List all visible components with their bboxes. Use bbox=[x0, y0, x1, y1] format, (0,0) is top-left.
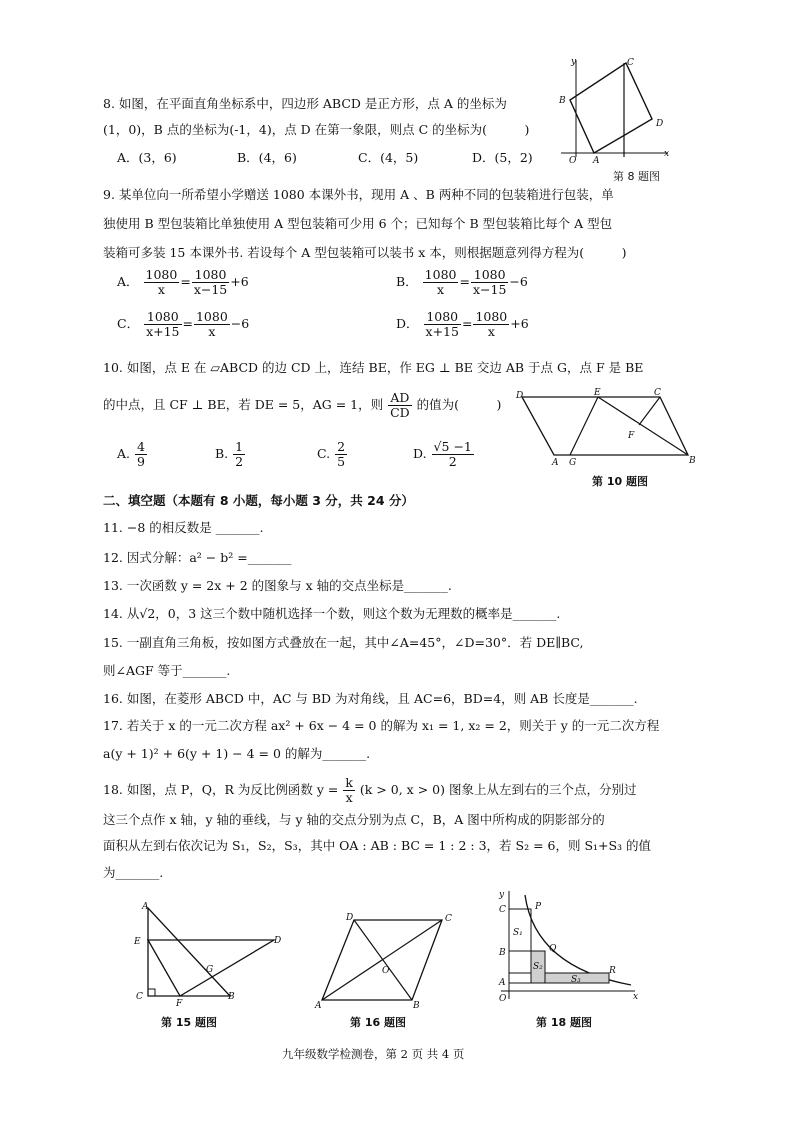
q16-fig-label-d: D bbox=[346, 913, 354, 923]
q18-fig-label-a: A bbox=[499, 978, 506, 988]
q10-line1: 10. 如图，点 E 在 ▱ABCD 的边 CD 上，连结 BE，作 EG ⊥ BE 交边 AB 于点 G，点 F 是 BE bbox=[103, 360, 644, 375]
q8-fig-label-c: C bbox=[627, 58, 634, 68]
q18-fig-label-r: R bbox=[609, 966, 616, 976]
q16-fig-label-b: B bbox=[413, 1001, 420, 1010]
q16-fig-label-o: O bbox=[382, 966, 390, 976]
q9-line3: 装箱可多装 15 本课外书. 若设每个 A 型包装箱可以装书 x 本，则根据题意列得方程为( ) bbox=[103, 245, 627, 260]
q15-line1: 15. 一副直角三角板，按如图方式叠放在一起，其中∠A=45°，∠D=30°．若 DE∥BC, bbox=[103, 635, 584, 650]
q18-fig-label-o: O bbox=[499, 994, 507, 1004]
q8-fig-label-b: B bbox=[559, 96, 566, 106]
q9-line2: 独使用 B 型包装箱比单独使用 A 型包装箱可少用 6 个；已知每个 B 型包装箱比每个 A 型包 bbox=[103, 216, 613, 231]
q18-line2: 这三个点作 x 轴，y 轴的垂线，与 y 轴的交点分别为点 C，B，A 图中所构成的阴影部分的 bbox=[103, 812, 605, 827]
q9-line1: 9. 某单位向一所希望小学赠送 1080 本课外书，现用 A 、B 两种不同的包装箱进行包装，单 bbox=[103, 187, 614, 202]
q8-option-a: A．(3，6) bbox=[117, 150, 177, 165]
q8-fig-label-y: y bbox=[571, 57, 577, 67]
q10-figure bbox=[510, 387, 700, 467]
q18-fig-label-p: P bbox=[535, 902, 542, 912]
q8-line2: (1，0)，B 点的坐标为(-1，4)，点 D 在第一象限，则点 C 的坐标为( ) bbox=[103, 122, 530, 137]
page-footer: 九年级数学检测卷，第 2 页 共 4 页 bbox=[282, 1047, 465, 1061]
q8-fig-label-o: O bbox=[569, 156, 577, 166]
q18-fig-label-c: C bbox=[499, 905, 506, 915]
q8-line1: 8. 如图，在平面直角坐标系中，四边形 ABCD 是正方形，点 A 的坐标为 bbox=[103, 96, 507, 111]
q15-line2: 则∠AGF 等于_______. bbox=[103, 663, 231, 678]
q9-option-c: C． $\frac{1080}{x+15}$ = $\frac{1080}{x}$ −6 bbox=[117, 309, 250, 339]
q18-fig-label-b: B bbox=[499, 948, 506, 958]
q10-fig-label-c: C bbox=[654, 388, 661, 398]
q13: 13. 一次函数 y = 2x + 2 的图象与 x 轴的交点坐标是_______. bbox=[103, 578, 452, 593]
q18-fig-label-s2: S₂ bbox=[533, 962, 543, 972]
q18-fig-label-q: Q bbox=[549, 944, 557, 954]
q10-option-a: A. $\frac{4}{9}$ bbox=[117, 439, 145, 469]
q8-figure bbox=[556, 55, 676, 170]
q16-figure-caption: 第 16 题图 bbox=[350, 1016, 406, 1029]
q10-line2: 的中点，且 CF ⊥ BE，若 DE = 5，AG = 1，则 $\frac{AD}{CD}$ 的值为( ) bbox=[103, 390, 502, 420]
q18-line4: 为_______. bbox=[103, 865, 164, 880]
q16: 16. 如图，在菱形 ABCD 中，AC 与 BD 为对角线，且 AC=6，BD=4，则 AB 长度是_______. bbox=[103, 691, 638, 706]
q10-fig-label-d: D bbox=[516, 391, 524, 401]
q15-fig-label-a: A bbox=[142, 902, 149, 912]
q10-option-c: C. $\frac{2}{5}$ bbox=[317, 439, 346, 469]
q8-fig-label-d: D bbox=[656, 119, 664, 129]
q14: 14. 从√2，0，3 这三个数中随机选择一个数，则这个数为无理数的概率是_______. bbox=[103, 606, 561, 621]
q8-fig-label-x: x bbox=[664, 149, 670, 159]
q15-figure bbox=[130, 900, 290, 1010]
q15-fig-label-e: E bbox=[134, 937, 141, 947]
q9-option-d: D． $\frac{1080}{x+15}$ = $\frac{1080}{x}$ +6 bbox=[396, 309, 529, 339]
q15-figure-caption: 第 15 题图 bbox=[161, 1016, 217, 1029]
q18-fig-label-x: x bbox=[633, 992, 639, 1002]
q15-fig-label-g: G bbox=[206, 965, 214, 975]
q8-option-d: D．(5，2) bbox=[472, 150, 533, 165]
q10-fig-label-a: A bbox=[552, 458, 559, 467]
q18-line3: 面积从左到右依次记为 S₁，S₂，S₃，其中 OA : AB : BC = 1 : 2 : 3，若 S₂ = 6，则 S₁+S₃ 的值 bbox=[103, 838, 652, 853]
q8-option-c: C．(4，5) bbox=[358, 150, 419, 165]
q17-line1: 17. 若关于 x 的一元二次方程 ax² + 6x − 4 = 0 的解为 x₁ = 1, x₂ = 2，则关于 y 的一元二次方程 bbox=[103, 718, 660, 733]
q9-option-a: A． $\frac{1080}{x}$ = $\frac{1080}{x-15}$ +6 bbox=[117, 267, 249, 297]
q10-figure-caption: 第 10 题图 bbox=[592, 475, 648, 488]
q15-fig-label-d: D bbox=[274, 936, 282, 946]
section-2-heading: 二、填空题（本题有 8 小题，每小题 3 分，共 24 分） bbox=[103, 493, 414, 508]
q10-fig-label-e: E bbox=[594, 388, 601, 398]
q15-fig-label-c: C bbox=[136, 992, 143, 1002]
q16-figure bbox=[310, 910, 460, 1010]
q16-fig-label-a: A bbox=[315, 1001, 322, 1010]
q10-fig-label-b: B bbox=[689, 456, 696, 466]
q8-figure-caption: 第 8 题图 bbox=[613, 170, 660, 183]
q17-line2: a(y + 1)² + 6(y + 1) − 4 = 0 的解为_______. bbox=[103, 746, 371, 761]
q11: 11. −8 的相反数是 _______. bbox=[103, 520, 264, 535]
q15-fig-label-f: F bbox=[176, 999, 183, 1009]
q10-option-d: D. $\frac{√5 -1}{2}$ bbox=[413, 439, 472, 469]
q8-option-b: B．(4，6) bbox=[237, 150, 297, 165]
q18-line1: 18. 如图，点 P，Q，R 为反比例函数 y = $\frac{k}{x}$ (k > 0, x > 0) 图象上从左到右的三个点，分别过 bbox=[103, 775, 637, 805]
q15-fig-label-b: B bbox=[228, 992, 235, 1002]
q16-fig-label-c: C bbox=[445, 914, 452, 924]
q10-fig-label-f: F bbox=[628, 431, 635, 441]
q10-fig-label-g: G bbox=[569, 458, 577, 467]
q18-figure-caption: 第 18 题图 bbox=[536, 1016, 592, 1029]
q18-fig-label-s3: S₃ bbox=[571, 975, 581, 985]
q10-option-b: B. $\frac{1}{2}$ bbox=[215, 439, 244, 469]
q9-option-b: B． $\frac{1080}{x}$ = $\frac{1080}{x-15}$ −6 bbox=[396, 267, 528, 297]
q18-figure bbox=[495, 887, 645, 1012]
q8-fig-label-a: A bbox=[593, 156, 600, 166]
q18-fig-label-y: y bbox=[499, 890, 505, 900]
q18-fig-label-s1: S₁ bbox=[513, 928, 523, 938]
q12: 12. 因式分解：a² − b² =_______ bbox=[103, 550, 292, 565]
